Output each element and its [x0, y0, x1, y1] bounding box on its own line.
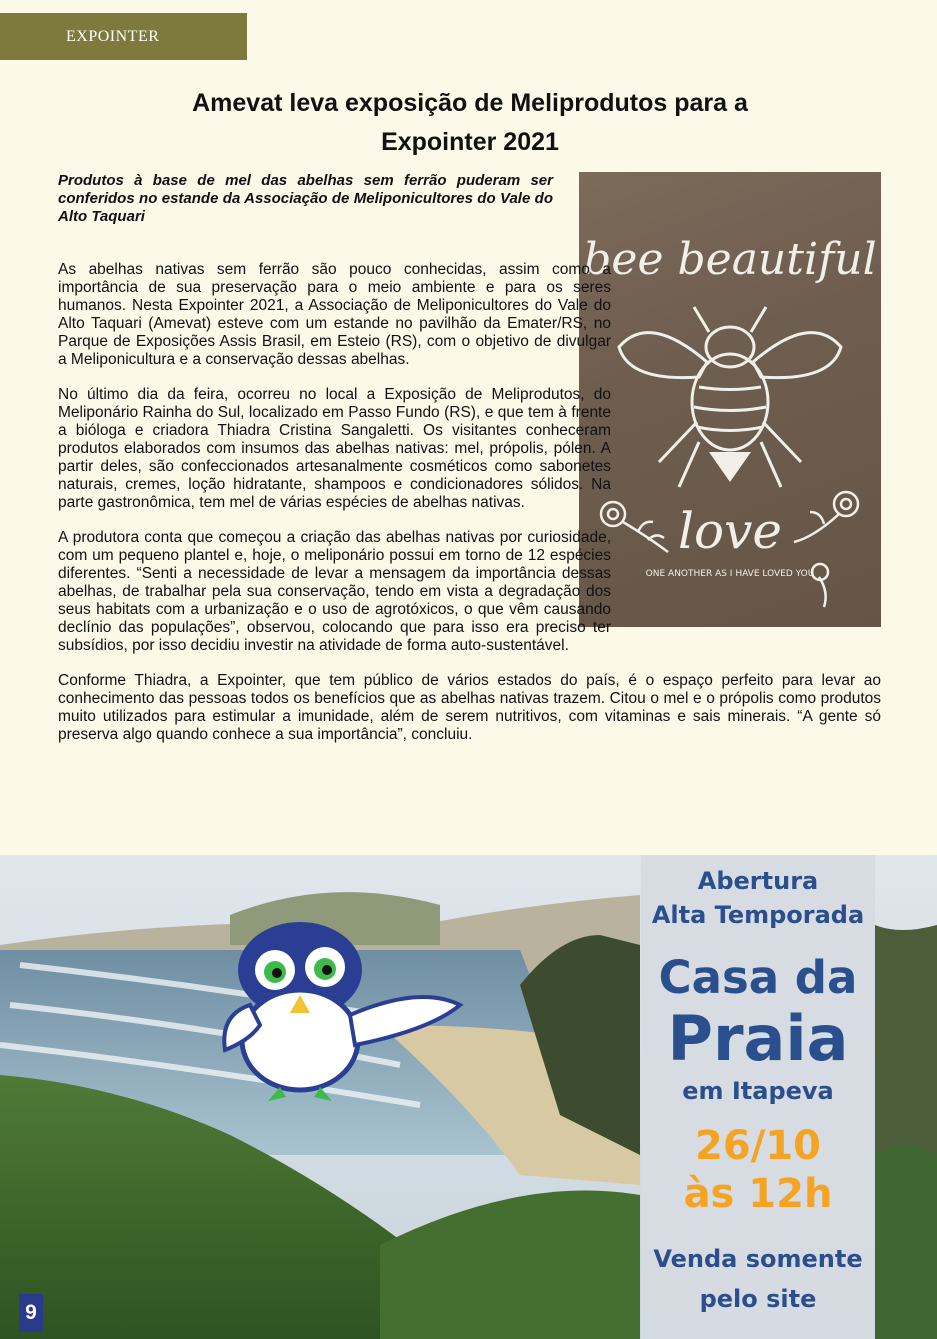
article-title-line2: Expointer 2021	[381, 128, 559, 156]
article-title-line1: Amevat leva exposição de Meliprodutos para a	[192, 89, 748, 117]
ad-line4: Praia	[667, 1002, 849, 1075]
ad-line3: Casa da	[658, 951, 858, 1004]
ad-time: às 12h	[683, 1171, 833, 1217]
ad-footer1: Venda somente	[653, 1245, 863, 1273]
ad-panel	[641, 855, 875, 1339]
photo-text-love: love	[678, 502, 782, 560]
ad-line1: Abertura	[697, 867, 819, 895]
section-tag	[0, 13, 247, 60]
section-tag-label: EXPOINTER	[66, 27, 160, 45]
ad-line2: Alta Temporada	[651, 901, 865, 929]
photo-text-small: ONE ANOTHER AS I HAVE LOVED YOU	[645, 569, 815, 579]
ad-footer2: pelo site	[699, 1285, 817, 1313]
article-lead: Produtos à base de mel das abelhas sem ferrão puderam ser conferidos no estande da Associação de Meliponicultores do Vale do Alto Taquari	[58, 172, 553, 225]
article-title	[80, 84, 860, 162]
ad-line5: em Itapeva	[682, 1077, 834, 1105]
article-paragraph: As abelhas nativas sem ferrão são pouco conhecidas, assim como a importância de sua preservação para o meio ambiente e para os seres humanos. Nesta Expointer 2021, a Associação de Meliponicultores do Vale do Alto Taquari (Amevat) esteve com um estande no pavilhão da Emater/RS, no Parque de Exposições Assis Brasil, em Esteio (RS), com o objetivo de divulgar a Meliponicultura e a conservação dessas abelhas.	[58, 261, 611, 368]
article-paragraph: No último dia da feira, ocorreu no local a Exposição de Meliprodutos, do Meliponário Rainha do Sul, localizado em Passo Fundo (RS), e que tem à frente a bióloga e criadora Thiadra Cristina Sangaletti. Os visitantes conheceram produtos elaborados com insumos das abelhas nativas: mel, própolis, pólen. A partir deles, são confeccionados artesanalmente cosméticos como sabonetes naturais, cremes, loção hidratante, shampoos e condicionadores sólidos. Na parte gastronômica, tem mel de várias espécies de abelhas nativas.	[58, 386, 611, 511]
article-body	[58, 261, 881, 761]
casa-da-praia-ad[interactable]	[0, 855, 937, 1339]
article-paragraph: Conforme Thiadra, a Expointer, que tem público de vários estados do país, é o espaço perfeito para levar ao conhecimento das pessoas todos os benefícios que as abelhas nativas trazem. Citou o mel e o própolis como produtos muito utilizados para estimular a imunidade, além de serem nutritivos, com vitaminas e sais minerais. “A gente só preserva algo quando conhece a sua importância”, concluiu.	[58, 672, 881, 743]
article-paragraph: A produtora conta que começou a criação das abelhas nativas por curiosidade, com um pequeno plantel e, hoje, o meliponário possui em torno de 12 espécies diferentes. “Senti a necessidade de levar a mensagem da importância dessas abelhas, de trabalhar pela sua conservação, tendo em vista a degradação dos seus habitats com a urbanização e o uso de agrotóxicos, o que vêm causando declínio das populações”, observou, colocando que para isso era preciso ter subsídios, por isso decidiu investir na atividade de forma auto-sustentável.	[58, 529, 611, 654]
ad-date: 26/10	[695, 1123, 821, 1169]
page-number: 9	[19, 1294, 43, 1332]
photo-text-top: bee beautiful	[583, 234, 877, 285]
